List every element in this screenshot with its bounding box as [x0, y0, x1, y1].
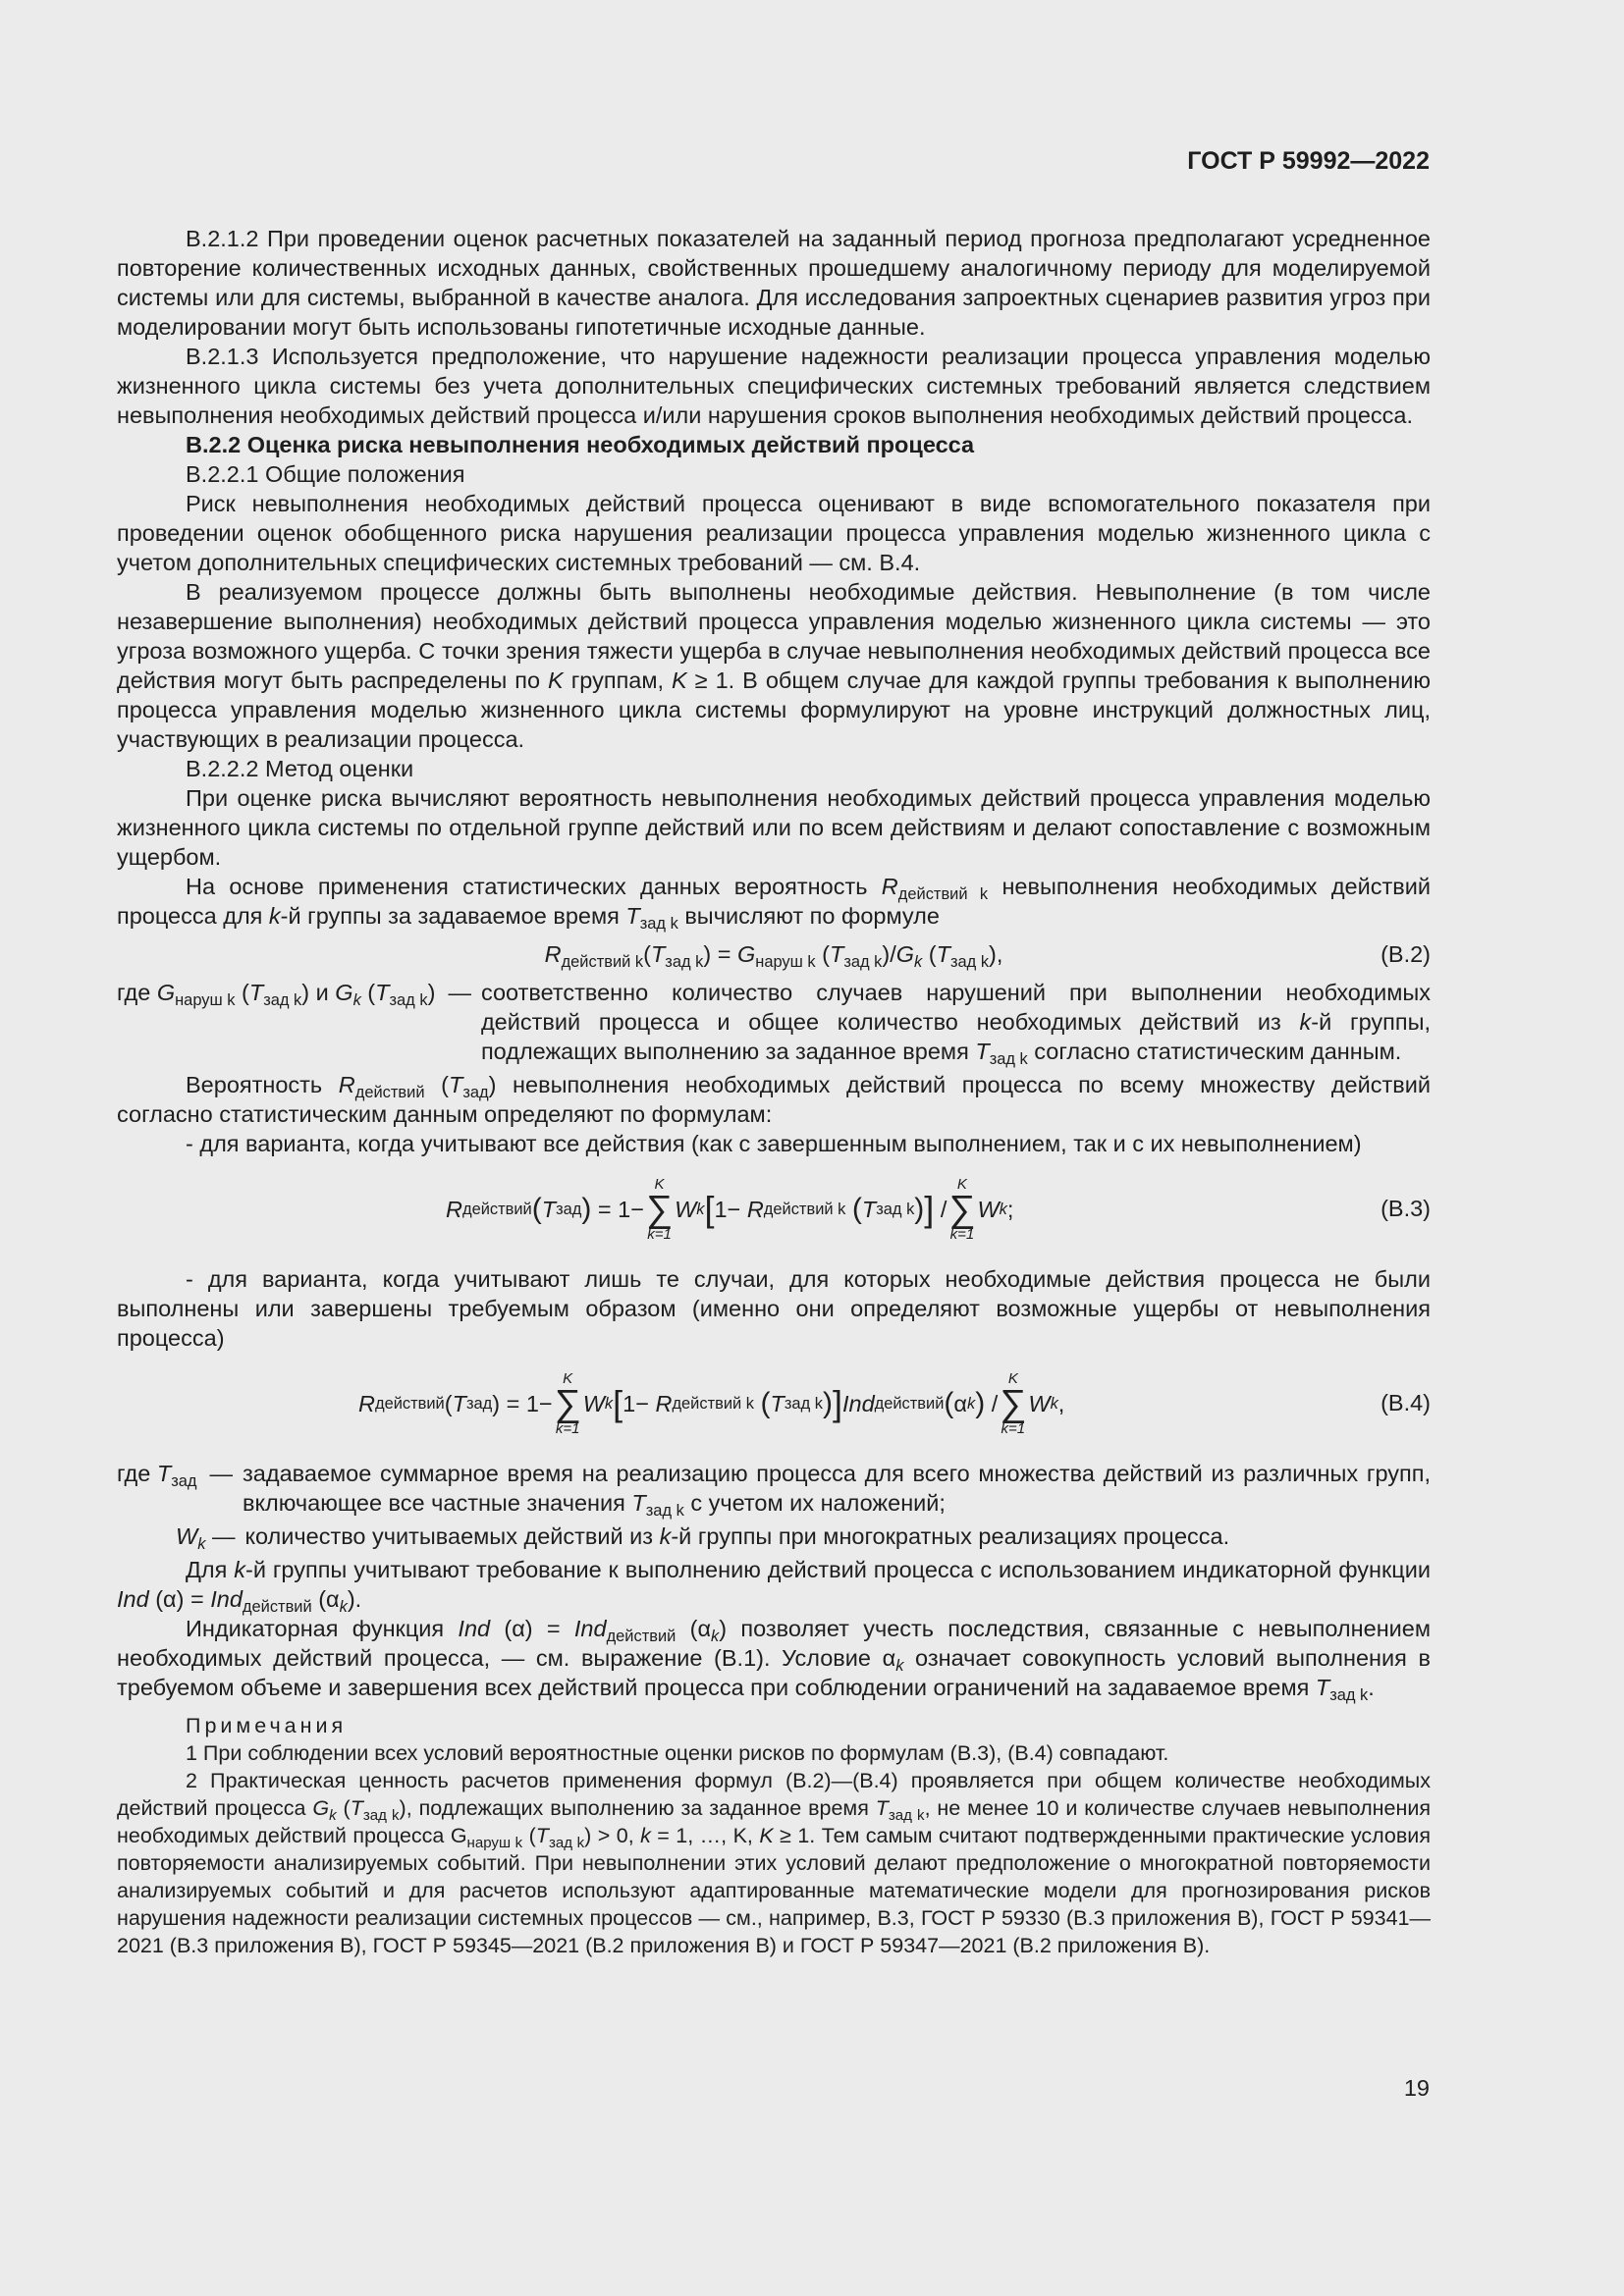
formula-b2	[117, 934, 1431, 974]
paragraph-indicator-function: Индикаторная функция Ind (α) = Ind$_{действий}$ $(\alpha_k)$ позволяет учесть последствия, связанные с невыполнением необходимых действий процесса, — см. выражение (В.1). Условие $\alpha_k$ означает совокупность условий выполнения в требуемом объеме и завершения всех действий процесса при соблюдении ограничений на задаваемое время $T_{зад k}$.	[117, 1616, 1432, 1704]
where-block-wk	[117, 1522, 1431, 1551]
where-b2-label: где $G_{наруш k}$ $(T_{зад k})$ и $G_k$ $(T_{зад k})$ —	[117, 980, 471, 1009]
where-wk-label: $W_k$ —	[176, 1523, 236, 1553]
notes-title: Примечания	[186, 1714, 348, 1737]
paragraph-b213: В.2.1.3 Используется предположение, что нарушение надежности реализации процесса управления моделью жизненного цикла системы без учета дополнительных специфических системных требований является следствием невыполнения необходимых действий процесса и/или нарушения сроков выполнения необходимых действий процесса.	[117, 344, 1431, 428]
formula-b2-expression: $R_{действий k}(T_{зад k}) = G_{наруш k}$ $(T_{зад k})/G_k$ $(T_{зад k})$,	[544, 941, 1003, 971]
sum-symbol: K ∑ k=1	[645, 1176, 674, 1243]
paragraph-groups: В реализуемом процессе должны быть выполнены необходимые действия. Невыполнение (в том числе незавершение выполнения) необходимых действий процесса управления моделью жизненного цикла системы — это угроза возможного ущерба. С точки зрения тяжести ущерба в случае невыполнения необходимых действий процесса все действия могут быть распределены по K группам, K ≥ 1. В общем случае для каждой группы требования к выполнению процесса управления моделью жизненного цикла системы формулируют на уровне инструкций должностных лиц, участвующих в реализации процесса.	[117, 579, 1431, 752]
where-wk-text: количество учитываемых действий из k-й группы при многократных реализациях процесса.	[244, 1523, 1230, 1549]
paragraph-variant-all: - для варианта, когда учитывают все действия (как с завершенным выполнением, так и с их невыполнением)	[186, 1131, 1362, 1156]
where-block-b4	[117, 1459, 1431, 1518]
page-number: 19	[1403, 2075, 1430, 2101]
paragraph-probability: Вероятность $R_{действий}$ $(T_{зад})$ невыполнения необходимых действий процесса по всему множеству действий согласно статистическим данным определяют по формулам:	[117, 1072, 1431, 1127]
formula-b4	[117, 1362, 1431, 1445]
sum-symbol: K ∑ k=1	[1000, 1370, 1027, 1437]
paragraph-method: При оценке риска вычисляют вероятность невыполнения необходимых действий процесса управления моделью жизненного цикла системы по отдельной группе действий или по всем действиям и делают сопоставление с возможным ущербом.	[117, 785, 1431, 870]
subsection-heading-b222: В.2.2.2 Метод оценки	[186, 756, 414, 781]
where-b4-label: где $T_{зад}$ —	[117, 1461, 234, 1490]
formula-b3-number: (В.3)	[1380, 1196, 1431, 1221]
formula-b2-number: (В.2)	[1380, 941, 1431, 967]
paragraph-statistics: На основе применения статистических данных вероятность $R_{действий k}$ невыполнения необходимых действий процесса для k-й группы за задаваемое время $T_{зад k}$ вычисляют по формуле	[117, 874, 1432, 933]
notes-block	[117, 1712, 1431, 1959]
note-2: 2 Практическая ценность расчетов применения формул (В.2)—(В.4) проявляется при общем количестве необходимых действий процесса $G_k$ $(T_{зад k})$, подлежащих выполнению за заданное время $T_{зад k}$, не менее 10 и количестве случаев невыполнения необходимых действий процесса $G_{наруш k}$ $(T_{зад k}) > 0$, k = 1, …, K, K ≥ 1. Тем самым считают подтвержденными практические условия повторяемости анализируемых событий. При невыполнении этих условий делают предположение о многократной повторяемости анализируемых событий и для расчетов используют адаптированные математические модели для прогнозирования рисков нарушения надежности реализации системных процессов — см., например, В.3, ГОСТ Р 59330 (В.3 приложения В), ГОСТ Р 59341—2021 (В.3 приложения В), ГОСТ Р 59345—2021 (В.2 приложения В) и ГОСТ Р 59347—2021 (В.2 приложения В).	[117, 1769, 1431, 1957]
paragraph-variant-failed: - для варианта, когда учитывают лишь те случаи, для которых необходимые действия процесса не были выполнены или завершены требуемым образом (именно они определяют возможные ущербы от невыполнения процесса)	[117, 1266, 1431, 1351]
paragraph-risk-estimate: Риск невыполнения необходимых действий процесса оценивают в виде вспомогательного показателя при проведении оценок обобщенного риска нарушения реализации процесса управления моделью жизненного цикла с учетом дополнительных специфических системных требований — см. В.4.	[117, 491, 1431, 575]
formula-b4-number: (В.4)	[1380, 1390, 1431, 1415]
paragraph-indicator-group: Для k-й группы учитывают требование к выполнению действий процесса с использованием индикаторной функции Ind (α) = Ind$_{действий}$ $(\alpha_k)$.	[117, 1557, 1431, 1616]
sum-symbol: K ∑ k=1	[554, 1370, 581, 1437]
sum-symbol: K ∑ k=1	[948, 1176, 976, 1243]
subsection-heading-b221: В.2.2.1 Общие положения	[186, 461, 465, 487]
note-1: 1 При соблюдении всех условий вероятностные оценки рисков по формулам (В.3), (В.4) совпадают.	[186, 1741, 1169, 1765]
where-b2-text: соответственно количество случаев нарушений при выполнении необходимых действий процесса и общее количество необходимых действий из k-й группы, подлежащих выполнению за заданное время $T_{зад k}$ согласно статистическим данным.	[480, 980, 1431, 1068]
section-heading-b22: В.2.2 Оценка риска невыполнения необходимых действий процесса	[186, 432, 975, 457]
where-block-b2	[117, 978, 1431, 1066]
standard-header: ГОСТ Р 59992—2022	[1187, 147, 1430, 175]
formula-b4-expression: R действий ( T зад ) = 1− K ∑ k=1 W k [ 1− R действий k ( T зад k ) ] Ind действий ( α k ) / K ∑ k=1 W k ,	[358, 1370, 1065, 1437]
paragraph-b212: В.2.1.2 При проведении оценок расчетных показателей на заданный период прогноза предполагают усредненное повторение количественных исходных данных, свойственных прошедшему аналогичному периоду для моделируемой системы или для системы, выбранной в качестве аналога. Для исследования запроектных сценариев развития угроз при моделировании могут быть использованы гипотетичные исходные данные.	[117, 226, 1431, 340]
document-body	[117, 224, 1431, 1959]
where-b4-text: задаваемое суммарное время на реализацию процесса для всего множества действий из различных групп, включающее все частные значения $T_{зад k}$ с учетом их наложений;	[243, 1461, 1431, 1520]
formula-b3-expression: R действий ( T зад ) = 1− K ∑ k=1 W k [ 1− R действий k ( T зад k ) ] / K ∑ k=1 W k ;	[446, 1176, 1014, 1243]
formula-b3	[117, 1168, 1431, 1251]
